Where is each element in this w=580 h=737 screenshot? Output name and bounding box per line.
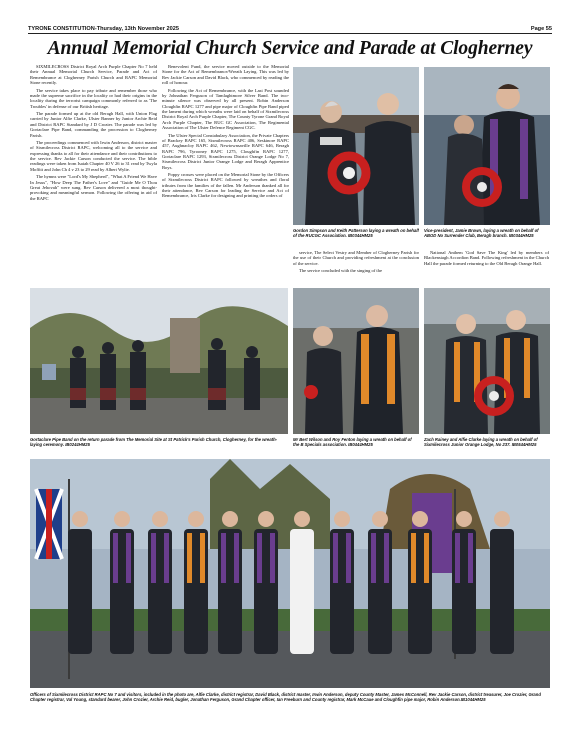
group-person-head bbox=[222, 511, 238, 527]
caption-officers-group: Officers of Sixmilecross District RAPC No 7 and visitors, included in the photo are, Alfie Clarke, district registrar, David Black, district master, Irwin Anderson, deputy County Master, James McConnell, Rev Jackie Carson, district treasurer, Joe Crozier, Grand Chapter registrar, Val Young, standard bearer, John Crozier, Archie Reid, bugler, Jonathan Ferguson, Grand Chapter officer, Ian Freeburn and County registrar, Mark McCaue and Cloughfin pipe major, Robin Anderson.IB1044HM25 bbox=[30, 692, 541, 702]
collarette bbox=[333, 533, 338, 583]
group-person-head bbox=[334, 511, 350, 527]
issue-date: -Thursday, 13th November 2025 bbox=[94, 26, 179, 32]
collarette bbox=[411, 533, 416, 583]
article-paragraph: The proceedings commenced with Irwin Anderson, district master of Sixmilecross District RAPC, welcoming all to the service and expressing thanks to all for their attendance and their contributions to the service. Rev Jackie Carson conducted the service. The bible readings were taken from Isaiah Chapter 40 V 26 to 31 read by Twyla Moffitt and John Ch 4 v 23 to 29 read by Albert Wylie. bbox=[30, 140, 157, 172]
photo-pipe-band bbox=[30, 288, 288, 434]
collarette bbox=[346, 533, 351, 583]
header-rule bbox=[28, 33, 552, 34]
article-paragraph: The Ulster Special Constabulary Association, the Private Chapters of Brackey RAPC 165, Sixmilecross RAPC 406, Seskinore RAPC 457, Aughnacloy RAPC 462, Newtownsaville RAPC 646, Beragh RAPC 796, Tyrooney RAPC 1275, Cloughfin RAPC 1277, Gortaclare RAPC 1293, Sixmilecross District Orange Lodge No 7, Sixmilecross District Junior Orange Lodge and Beragh Apprentice Boys. bbox=[162, 132, 289, 170]
collarette bbox=[164, 533, 169, 583]
photo-vice-president bbox=[424, 67, 550, 225]
photo-wreath-ruc bbox=[293, 67, 419, 225]
article-paragraph: The parade formed up at the old Beragh Hall, with Union Flag carried by Junior Alfie Clarke, Ulster Banner by Junior Archie Reid and District RAPC Standard by J D Crozier. The parade was led by Gortaclare Pipe Band, commanding the procession to Clogherney Parish. bbox=[30, 111, 157, 138]
group-person-head bbox=[188, 511, 204, 527]
collarette bbox=[113, 533, 118, 583]
collarette bbox=[234, 533, 239, 583]
publication-date-line bbox=[28, 26, 179, 32]
publication-name: TYRONE CONSTITUTION bbox=[28, 26, 95, 32]
group-person bbox=[490, 529, 514, 654]
caption-pipe-band: Gortaclare Pipe Band on the return parade from The Memorial Site at St Patrick's Parish Church, Clogherney, for the wreath-laying ceremony. IB0244HM25 bbox=[30, 437, 278, 447]
group-person-head bbox=[412, 511, 428, 527]
caption-junior-orange: Zach Rainey and Alfie Clarke laying a wreath on behalf of Sixmilecross Junior Orange Lodge, No 237. IB0544HM25 bbox=[424, 437, 538, 447]
caption-wreath-ruc: Gordon Simpson and Keith Patterson laying a wreath on behalf of the RUCGC Association. IB0344HM25 bbox=[293, 228, 419, 238]
group-person-head bbox=[72, 511, 88, 527]
group-person-head bbox=[456, 511, 472, 527]
article-paragraph: National Anthem 'God Save The King' led by members of Blackenstagh Accordion Band. Following refreshment in the Church Hall the parade formed returning to the Old Beragh Orange Hall. bbox=[424, 250, 549, 266]
article-paragraph: Poppy crosses were placed on the Memorial Stone by the Officers of Sixmilecross District RAPC followed by wreathes and floral tributes from the families of the fallen. Mr Anderson thanked all for their attendance, Rev Carson for leading the Service and Act of Remembrance, Iris Clarke for designing and printing the orders of bbox=[162, 172, 289, 199]
article-paragraph: service, The Select Vestry and Member of Clogherney Parish for the use of their Church and providing refreshment at the conclusion of the service. bbox=[293, 250, 419, 266]
collarette bbox=[221, 533, 226, 583]
collarette bbox=[270, 533, 275, 583]
photo-b-specials bbox=[293, 288, 419, 434]
group-person-head bbox=[372, 511, 388, 527]
article-column-2 bbox=[162, 64, 289, 286]
collarette bbox=[371, 533, 376, 583]
collarette bbox=[384, 533, 389, 583]
page-number: Page 55 bbox=[530, 26, 552, 32]
photo-officers-group bbox=[30, 459, 550, 688]
headline: Annual Memorial Church Service and Parade at Clogherney bbox=[47, 38, 533, 59]
collarette bbox=[468, 533, 473, 583]
article-paragraph: Following the Act of Remembrance, with the Last Post sounded by Johnathan Ferguson of Tamlaghtmore Silver Band. The two-minute silence was observed by all present. Robin Anderson Cloughfin RAPC 1277 and pipe major of Cloughfin Pipe Band piped the lament during which wreaths were laid on behalf of Sixmilecross District Royal Arch Purple Chapter, The County Tyrone Grand Royal Arch Purple Chapter, The RUC GC Association, The Regimental Association of The Ulster Defence Regiment CGC. bbox=[162, 87, 289, 130]
article-paragraph: SIXMILECROSS District Royal Arch Purple Chapter No 7 held their Annual Memorial Church Service, Parade and Act of Remembrance at Clogherney Parish Church and RAPC Memorial Stone recently. bbox=[30, 64, 157, 86]
collarette bbox=[200, 533, 205, 583]
article-column-1 bbox=[30, 64, 157, 284]
collarette bbox=[257, 533, 262, 583]
group-person-head bbox=[258, 511, 274, 527]
caption-b-specials: Mr Bert Wilson and Roy Fenton laying a wreath on behalf of the B Specials association. IB0444HM25 bbox=[293, 437, 412, 447]
collarette bbox=[187, 533, 192, 583]
collarette bbox=[424, 533, 429, 583]
article-column-4 bbox=[424, 250, 549, 286]
collarette bbox=[151, 533, 156, 583]
group-person bbox=[68, 529, 92, 654]
caption-vice-president: Vice-president, Jamie Brown, laying a wreath on behalf of ABOD No Surrender Club, Beragh branch. IB0344HM25 bbox=[424, 228, 539, 238]
collarette bbox=[455, 533, 460, 583]
article-column-3 bbox=[293, 250, 419, 286]
group-person-head bbox=[152, 511, 168, 527]
article-paragraph: Benevolent Fund, the service moved outside to the Memorial Stone for the Act of Remembrance/Wreath Laying. This was led by Rev Jackie Carson and David Black, who commenced by reading the roll of honour. bbox=[162, 64, 289, 86]
group-person-head bbox=[294, 511, 310, 527]
page-header bbox=[28, 22, 552, 32]
article-paragraph: The service takes place to pay tribute and remember those who made the supreme sacrifice in the locality or had their origins in the locality during the terrorist campaign commonly referred to as 'The Troubles' in defense of our British heritage. bbox=[30, 87, 157, 109]
group-person bbox=[290, 529, 314, 654]
photo-junior-orange bbox=[424, 288, 550, 434]
group-person-head bbox=[114, 511, 130, 527]
article-paragraph: The service concluded with the singing of the bbox=[299, 268, 382, 274]
group-person-head bbox=[494, 511, 510, 527]
article-paragraph: The hymns were "Lord's My Shepherd", "What A Friend We Have In Jesus", "How Deep The Father's Love" and "Guide Me O Thou Great Jehovah" were sung. Rev Carson delivered a most thought-provoking and meaningful sermon. Following the offering in aid of the RAPC bbox=[30, 174, 157, 201]
collarette bbox=[126, 533, 131, 583]
